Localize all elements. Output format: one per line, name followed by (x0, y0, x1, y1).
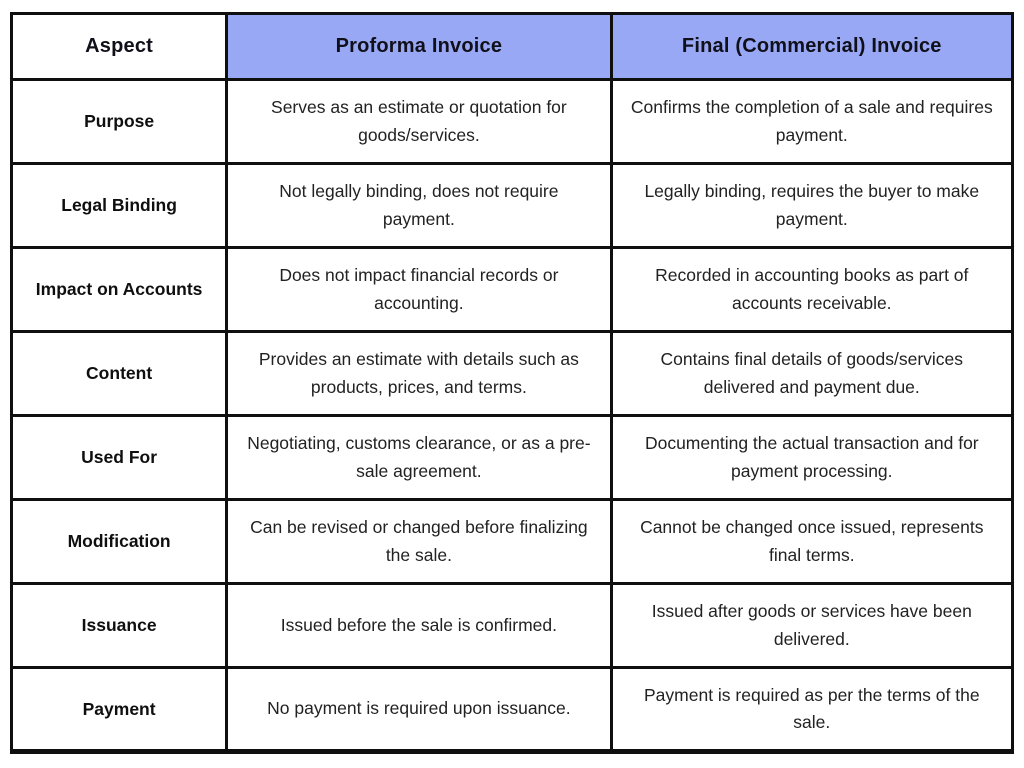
cell-legal-binding-final: Legally binding, requires the buyer to make payment. (611, 164, 1012, 248)
comparison-table-container (10, 12, 1014, 754)
header-cell-final-commercial-invoice: Final (Commercial) Invoice (611, 14, 1012, 80)
cell-modification-final: Cannot be changed once issued, represents final terms. (611, 500, 1012, 584)
row-label-modification: Modification (12, 500, 227, 584)
table-row-impact-on-accounts (12, 248, 1013, 332)
row-label-purpose: Purpose (12, 80, 227, 164)
table-row-issuance (12, 584, 1013, 668)
row-label-payment: Payment (12, 668, 227, 752)
table-header-row (12, 14, 1013, 80)
table-row-purpose (12, 80, 1013, 164)
row-label-content: Content (12, 332, 227, 416)
cell-purpose-proforma: Serves as an estimate or quotation for goods/services. (227, 80, 611, 164)
comparison-table (10, 12, 1014, 754)
cell-content-proforma: Provides an estimate with details such as products, prices, and terms. (227, 332, 611, 416)
cell-used-for-proforma: Negotiating, customs clearance, or as a pre-sale agreement. (227, 416, 611, 500)
table-row-payment (12, 668, 1013, 752)
table-row-used-for (12, 416, 1013, 500)
cell-issuance-proforma: Issued before the sale is confirmed. (227, 584, 611, 668)
cell-payment-proforma: No payment is required upon issuance. (227, 668, 611, 752)
cell-content-final: Contains final details of goods/services delivered and payment due. (611, 332, 1012, 416)
row-label-used-for: Used For (12, 416, 227, 500)
row-label-legal-binding: Legal Binding (12, 164, 227, 248)
row-label-issuance: Issuance (12, 584, 227, 668)
header-cell-aspect: Aspect (12, 14, 227, 80)
header-cell-proforma-invoice: Proforma Invoice (227, 14, 611, 80)
cell-legal-binding-proforma: Not legally binding, does not require payment. (227, 164, 611, 248)
cell-impact-on-accounts-final: Recorded in accounting books as part of accounts receivable. (611, 248, 1012, 332)
cell-used-for-final: Documenting the actual transaction and for payment processing. (611, 416, 1012, 500)
cell-purpose-final: Confirms the completion of a sale and requires payment. (611, 80, 1012, 164)
table-row-content (12, 332, 1013, 416)
row-label-impact-on-accounts: Impact on Accounts (12, 248, 227, 332)
table-row-modification (12, 500, 1013, 584)
cell-issuance-final: Issued after goods or services have been delivered. (611, 584, 1012, 668)
table-row-legal-binding (12, 164, 1013, 248)
cell-impact-on-accounts-proforma: Does not impact financial records or accounting. (227, 248, 611, 332)
cell-modification-proforma: Can be revised or changed before finalizing the sale. (227, 500, 611, 584)
cell-payment-final: Payment is required as per the terms of the sale. (611, 668, 1012, 752)
